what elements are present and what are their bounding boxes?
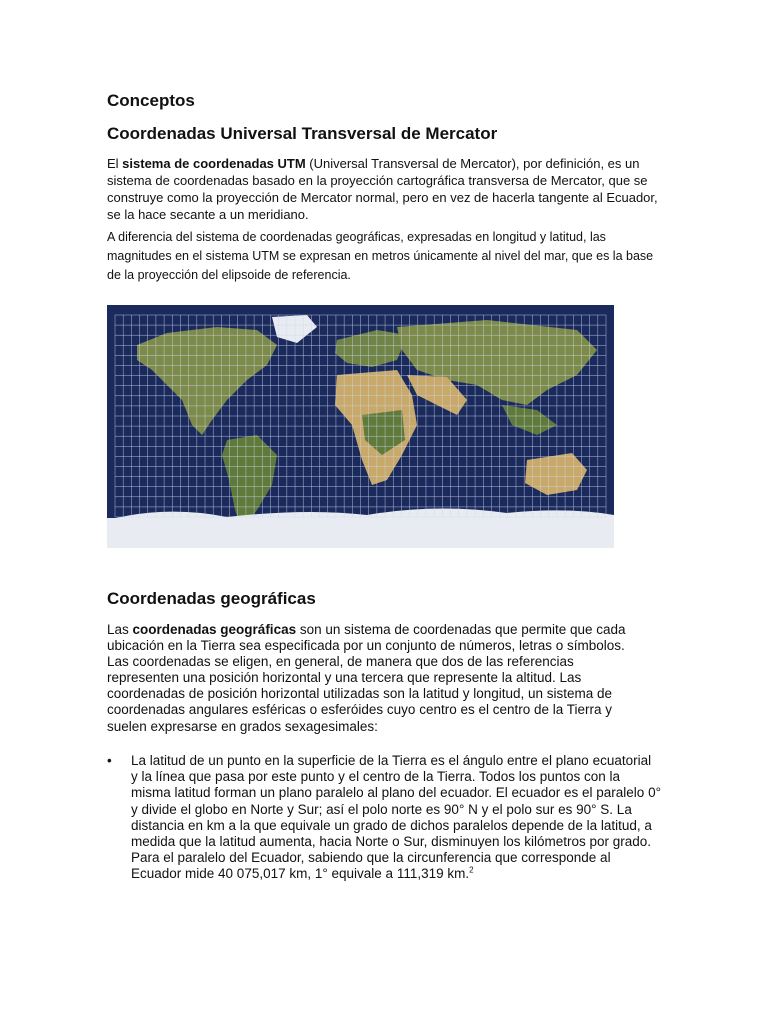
p3-prefix: Las xyxy=(107,622,133,637)
latitude-bullet-text xyxy=(131,753,661,883)
geo-coordinates-paragraph xyxy=(107,622,637,735)
utm-difference-paragraph: A diferencia del sistema de coordenadas geográficas, expresadas en longitud y latitud, las magnitudes en el sistema UTM se expresan en metros únicamente al nivel del mar, que es la base de la proyección del elipsoide de referencia. xyxy=(107,230,654,282)
utm-world-map xyxy=(107,305,614,548)
bullet-marker: • xyxy=(107,753,112,768)
p1-rest: (Universal Transversal de Mercator), por definición, es un sistema de coordenadas basado en la proyección cartográfica transversa de Mercator, que se construye como la proyección de Mercator normal, pero en vez de hacerla tangente al Ecuador, se la hace secante a un meridiano. xyxy=(107,156,658,222)
utm-grid xyxy=(115,315,606,517)
p3-bold-term: coordenadas geográficas xyxy=(132,622,297,637)
p1-prefix: El xyxy=(107,156,123,171)
section-heading-conceptos: Conceptos xyxy=(107,91,195,110)
bullet-text: La latitud de un punto en la superficie de la Tierra es el ángulo entre el plano ecuatorial y la línea que pasa por este punto y el centro de la Tierra. Todos los puntos con la misma latitud forman un plano paralelo al plano del ecuador. El ecuador es el paralelo 0° y divide el globo en Norte y Sur; así el polo norte es 90° N y el polo sur es 90° S. La distancia en km a la que equivale un grado de dichos paralelos depende de la latitud, a medida que la latitud aumenta, hacia Norte o Sur, disminuyen los kilómetros por grado. Para el paralelo del Ecuador, sabiendo que la circunferencia que corresponde al Ecuador mide 40 075,017 km, 1° equivale a 111,319 km. xyxy=(131,753,661,882)
section-heading-geograficas: Coordenadas geográficas xyxy=(107,589,316,608)
section-heading-utm: Coordenadas Universal Transversal de Mercator xyxy=(107,124,498,143)
p3-rest: son un sistema de coordenadas que permite que cada ubicación en la Tierra sea especificada por un conjunto de números, letras o símbolos. Las coordenadas se eligen, en general, de manera que dos de las referencias representen una posición horizontal y una tercera que represente la altitud. Las coordenadas de posición horizontal utilizadas son la latitud y longitud, un sistema de coordenadas angulares esféricas o esferóides cuyo centro es el centro de la Tierra y suelen expresarse en grados sexagesimales: xyxy=(107,622,626,734)
utm-definition-paragraph xyxy=(107,155,667,223)
p1-bold-term: sistema de coordenadas UTM xyxy=(122,156,306,171)
footnote-reference[interactable]: 2 xyxy=(469,865,474,875)
